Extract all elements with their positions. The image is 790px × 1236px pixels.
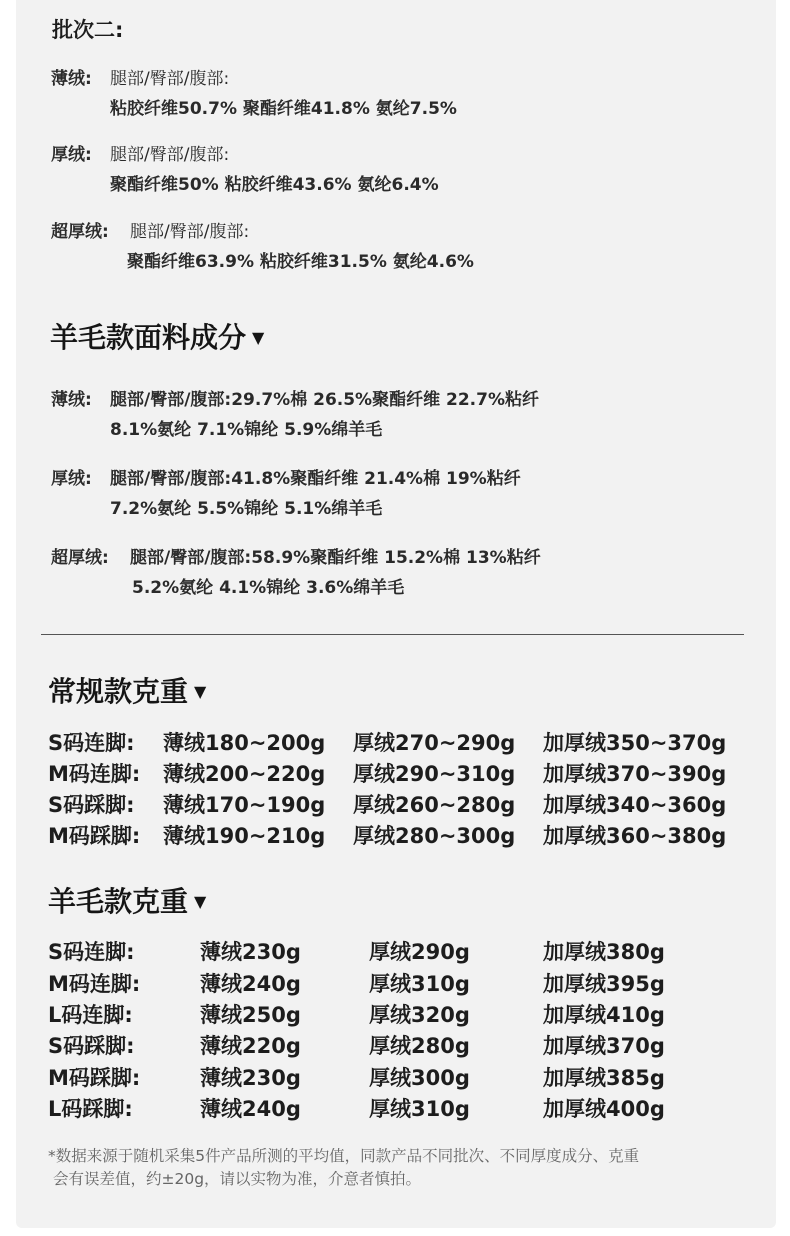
- wool-thin-weight: 薄绒230g: [200, 940, 301, 964]
- regular-extra-thick-weight: 加厚绒370~390g: [543, 762, 727, 786]
- wool-size-label: S码连脚:: [48, 940, 135, 964]
- wool-fabric-label-thin: 薄绒:: [51, 390, 92, 410]
- wool-fabric-line2-thin: 8.1%氨纶 7.1%锦纶 5.9%绵羊毛: [110, 420, 383, 440]
- disclaimer-line-1: *数据来源于随机采集5件产品所测的平均值，同款产品不同批次、不同厚度成分、克重: [48, 1147, 640, 1165]
- wool-thin-weight: 薄绒220g: [200, 1034, 301, 1058]
- wool-thick-weight: 厚绒300g: [369, 1066, 470, 1090]
- regular-thin-weight: 薄绒180~200g: [163, 731, 326, 755]
- wool-thick-weight: 厚绒310g: [369, 1097, 470, 1121]
- regular-weight-title: 常规款克重: [48, 675, 189, 708]
- wool-fabric-line1-thin: 腿部/臀部/腹部:29.7%棉 26.5%聚酯纤维 22.7%粘纤: [110, 390, 539, 410]
- wool-thick-weight: 厚绒290g: [369, 940, 470, 964]
- regular-thin-weight: 薄绒200~220g: [163, 762, 326, 786]
- regular-size-label: S码连脚:: [48, 731, 135, 755]
- regular-extra-thick-weight: 加厚绒360~380g: [543, 824, 727, 848]
- regular-extra-thick-weight: 加厚绒340~360g: [543, 793, 727, 817]
- wool-size-label: M码踩脚:: [48, 1066, 141, 1090]
- wool-fabric-label-thick: 厚绒:: [51, 469, 92, 489]
- wool-thin-weight: 薄绒240g: [200, 1097, 301, 1121]
- regular-thick-weight: 厚绒270~290g: [353, 731, 516, 755]
- regular-size-label: M码踩脚:: [48, 824, 141, 848]
- section-divider: [41, 634, 744, 635]
- triangle-down-icon: ▼: [252, 328, 265, 347]
- wool-fabric-line2-extra-thick: 5.2%氨纶 4.1%锦纶 3.6%绵羊毛: [132, 578, 405, 598]
- wool-weight-heading: [48, 880, 206, 920]
- batch2-parts-thin: 腿部/臀部/腹部:: [110, 69, 230, 89]
- wool-size-label: L码连脚:: [48, 1003, 133, 1027]
- regular-size-label: M码连脚:: [48, 762, 141, 786]
- regular-weight-heading: [48, 670, 206, 710]
- wool-fabric-line1-thick: 腿部/臀部/腹部:41.8%聚酯纤维 21.4%棉 19%粘纤: [110, 469, 521, 489]
- wool-size-label: S码踩脚:: [48, 1034, 135, 1058]
- wool-thin-weight: 薄绒250g: [200, 1003, 301, 1027]
- batch2-label-thick: 厚绒:: [51, 145, 92, 165]
- wool-size-label: M码连脚:: [48, 972, 141, 996]
- regular-extra-thick-weight: 加厚绒350~370g: [543, 731, 727, 755]
- regular-size-label: S码踩脚:: [48, 793, 135, 817]
- regular-thick-weight: 厚绒290~310g: [353, 762, 516, 786]
- regular-thin-weight: 薄绒190~210g: [163, 824, 326, 848]
- wool-extra-thick-weight: 加厚绒395g: [543, 972, 665, 996]
- wool-extra-thick-weight: 加厚绒385g: [543, 1066, 665, 1090]
- wool-thick-weight: 厚绒310g: [369, 972, 470, 996]
- batch2-parts-extra-thick: 腿部/臀部/腹部:: [130, 222, 250, 242]
- batch2-composition-extra-thick: 聚酯纤维63.9% 粘胶纤维31.5% 氨纶4.6%: [127, 252, 474, 272]
- wool-fabric-line1-extra-thick: 腿部/臀部/腹部:58.9%聚酯纤维 15.2%棉 13%粘纤: [130, 548, 541, 568]
- regular-thick-weight: 厚绒260~280g: [353, 793, 516, 817]
- wool-extra-thick-weight: 加厚绒410g: [543, 1003, 665, 1027]
- wool-extra-thick-weight: 加厚绒370g: [543, 1034, 665, 1058]
- wool-fabric-line2-thick: 7.2%氨纶 5.5%锦纶 5.1%绵羊毛: [110, 499, 383, 519]
- triangle-down-icon: ▼: [194, 682, 207, 701]
- wool-size-label: L码踩脚:: [48, 1097, 133, 1121]
- batch2-composition-thick: 聚酯纤维50% 粘胶纤维43.6% 氨纶6.4%: [110, 175, 439, 195]
- wool-fabric-heading: [50, 316, 264, 356]
- batch-title: 批次二:: [52, 18, 124, 42]
- wool-extra-thick-weight: 加厚绒400g: [543, 1097, 665, 1121]
- batch2-label-thin: 薄绒:: [51, 69, 92, 89]
- wool-thick-weight: 厚绒280g: [369, 1034, 470, 1058]
- wool-thin-weight: 薄绒240g: [200, 972, 301, 996]
- batch2-label-extra-thick: 超厚绒:: [51, 222, 109, 242]
- wool-fabric-label-extra-thick: 超厚绒:: [51, 548, 109, 568]
- wool-extra-thick-weight: 加厚绒380g: [543, 940, 665, 964]
- triangle-down-icon: ▼: [194, 892, 207, 911]
- batch2-parts-thick: 腿部/臀部/腹部:: [110, 145, 230, 165]
- wool-thin-weight: 薄绒230g: [200, 1066, 301, 1090]
- regular-thick-weight: 厚绒280~300g: [353, 824, 516, 848]
- wool-thick-weight: 厚绒320g: [369, 1003, 470, 1027]
- batch2-composition-thin: 粘胶纤维50.7% 聚酯纤维41.8% 氨纶7.5%: [110, 99, 457, 119]
- regular-thin-weight: 薄绒170~190g: [163, 793, 326, 817]
- wool-fabric-title: 羊毛款面料成分: [50, 321, 247, 354]
- disclaimer-line-2: 会有误差值，约±20g，请以实物为准，介意者慎拍。: [53, 1170, 422, 1188]
- wool-weight-title: 羊毛款克重: [48, 885, 189, 918]
